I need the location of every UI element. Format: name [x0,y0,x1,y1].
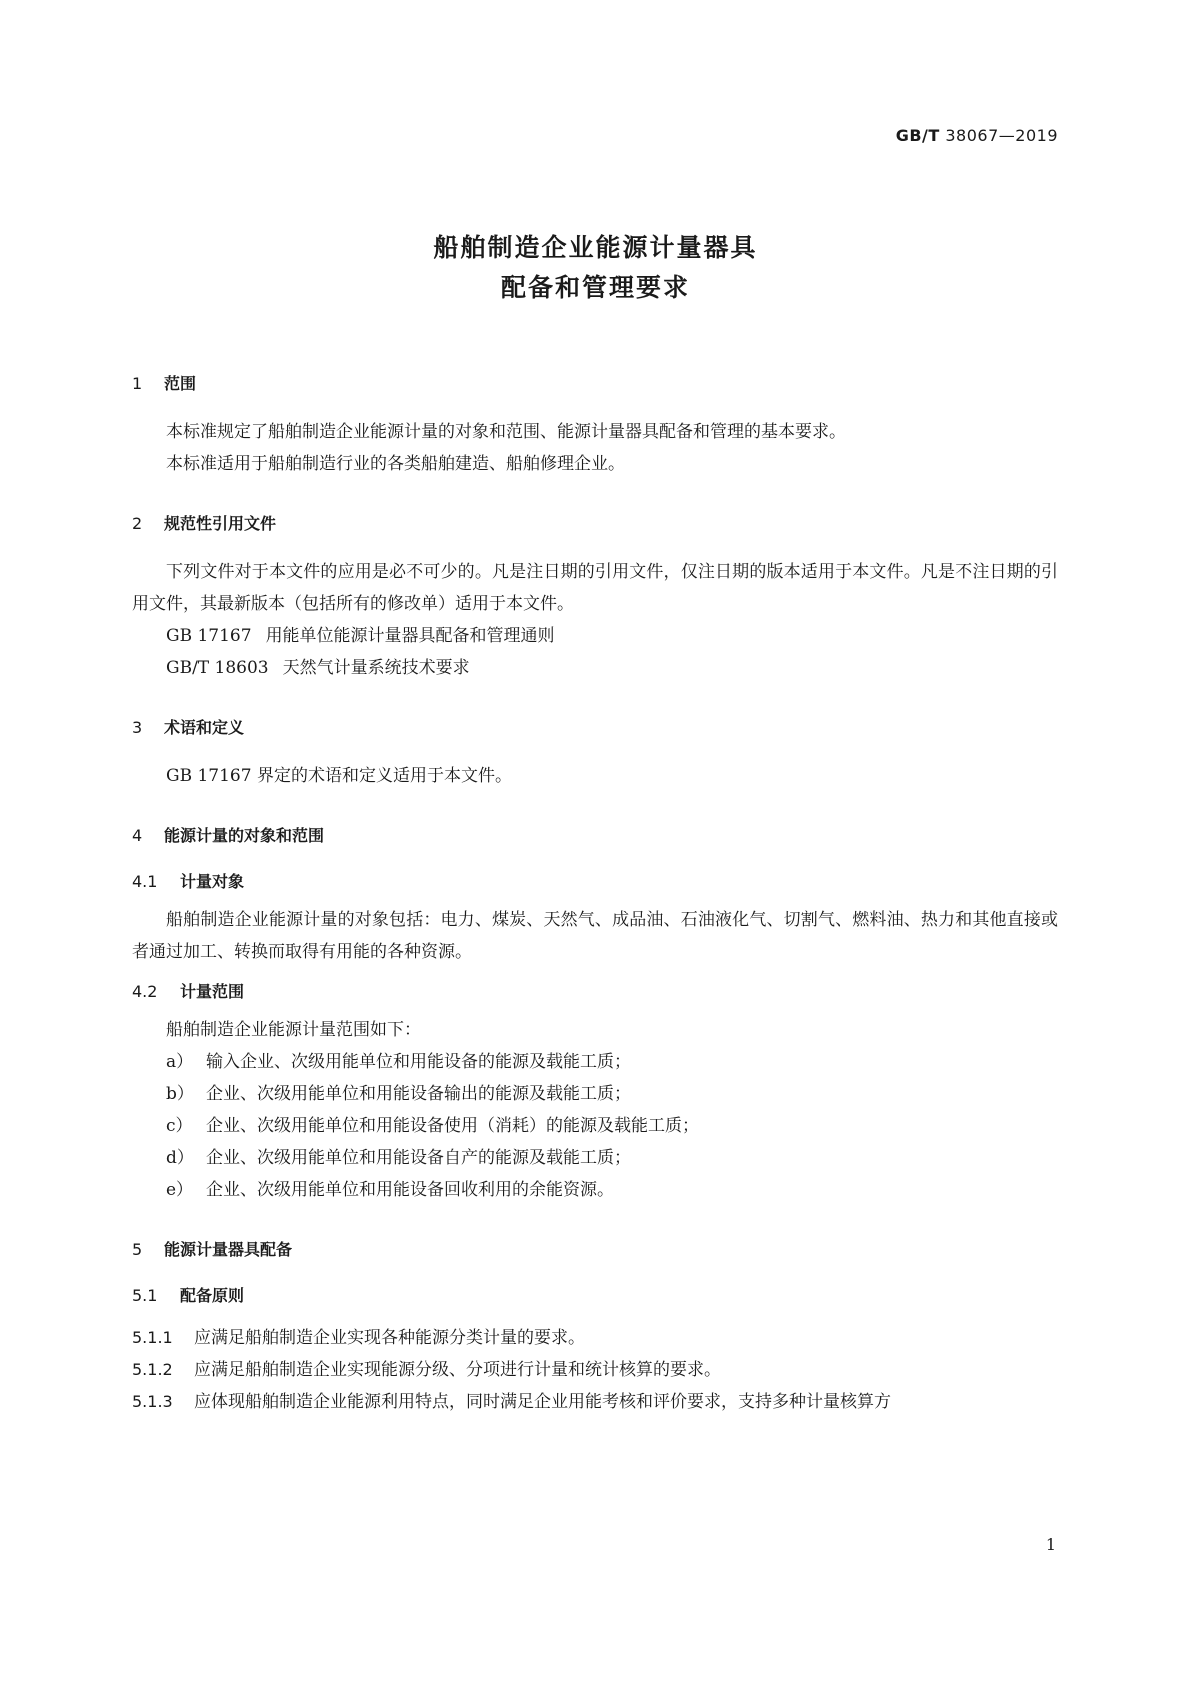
section-title: 能源计量器具配备 [164,1240,293,1259]
clause-text: 应满足船舶制造企业实现各种能源分类计量的要求。 [194,1328,585,1348]
standard-code [896,126,1058,145]
section-number: 1 [132,374,143,393]
clause [132,1386,1058,1418]
section-number: 3 [132,718,143,737]
section-number: 4 [132,826,143,845]
list-item [132,1110,1058,1142]
list-marker: d） [166,1148,194,1168]
document-body [132,370,1058,1418]
section-title: 能源计量的对象和范围 [164,826,325,845]
paragraph: 本标准规定了船舶制造企业能源计量的对象和范围、能源计量器具配备和管理的基本要求。 [166,422,846,442]
section-number: 5 [132,1240,143,1259]
list-item [132,1142,1058,1174]
paragraph: 本标准适用于船舶制造行业的各类船舶建造、船舶修理企业。 [166,454,625,474]
section-title: 规范性引用文件 [164,514,277,533]
section-title: 术语和定义 [164,718,245,737]
standard-code-number: 38067—2019 [945,126,1058,145]
section-2-heading [132,510,1058,538]
section-number: 2 [132,514,143,533]
clause-number: 5.1.1 [132,1328,173,1347]
list-item [132,1078,1058,1110]
subsection-title: 计量对象 [180,872,245,891]
paragraph: 船舶制造企业能源计量范围如下： [166,1020,421,1040]
subsection-4-2-heading [132,978,1058,1006]
document-title [0,228,1191,308]
subsection-5-1-heading [132,1282,1058,1310]
list-text: 企业、次级用能单位和用能设备自产的能源及载能工质； [206,1148,631,1168]
paragraph: 下列文件对于本文件的应用是必不可少的。凡是注日期的引用文件，仅注日期的版本适用于本文件。凡是不注日期的引用文件，其最新版本（包括所有的修改单）适用于本文件。 [132,562,1058,614]
section-5-heading [132,1236,1058,1264]
normative-reference [132,652,1058,684]
section-title: 范围 [164,374,197,393]
subsection-number: 4.2 [132,982,158,1001]
section-3-heading [132,714,1058,742]
list-text: 企业、次级用能单位和用能设备回收利用的余能资源。 [206,1180,614,1200]
list-text: 企业、次级用能单位和用能设备使用（消耗）的能源及载能工质； [206,1116,699,1136]
section-4-heading [132,822,1058,850]
paragraph: 船舶制造企业能源计量的对象包括：电力、煤炭、天然气、成品油、石油液化气、切割气、燃料油、热力和其他直接或者通过加工、转换而取得有用能的各种资源。 [132,910,1058,962]
list-marker: c） [166,1116,193,1136]
list-text: 输入企业、次级用能单位和用能设备的能源及载能工质； [206,1052,631,1072]
section-1-heading [132,370,1058,398]
subsection-number: 5.1 [132,1286,158,1305]
clause-text: 应体现船舶制造企业能源利用特点，同时满足企业用能考核和评价要求，支持多种计量核算方 [194,1392,891,1412]
list-item [132,1046,1058,1078]
subsection-title: 配备原则 [180,1286,245,1305]
reference-code: GB 17167 [166,626,252,646]
clause [132,1354,1058,1386]
list-marker: e） [166,1180,194,1200]
reference-title: 天然气计量系统技术要求 [282,658,470,678]
normative-reference [132,620,1058,652]
subsection-4-1-heading [132,868,1058,896]
clause [132,1322,1058,1354]
reference-title: 用能单位能源计量器具配备和管理通则 [265,626,555,646]
standard-code-prefix: GB/T [895,126,940,145]
list-marker: b） [166,1084,194,1104]
list-item [132,1174,1058,1206]
subsection-number: 4.1 [132,872,158,891]
page-number: 1 [1045,1535,1056,1554]
list-text: 企业、次级用能单位和用能设备输出的能源及载能工质； [206,1084,631,1104]
list-marker: a） [166,1052,194,1072]
subsection-title: 计量范围 [180,982,245,1001]
title-line-1: 船舶制造企业能源计量器具 [433,233,758,262]
clause-text: 应满足船舶制造企业实现能源分级、分项进行计量和统计核算的要求。 [194,1360,721,1380]
reference-code: GB/T 18603 [166,658,269,678]
clause-number: 5.1.3 [132,1392,173,1411]
clause-number: 5.1.2 [132,1360,173,1379]
title-line-2: 配备和管理要求 [500,273,690,302]
paragraph: GB 17167 界定的术语和定义适用于本文件。 [166,766,512,786]
